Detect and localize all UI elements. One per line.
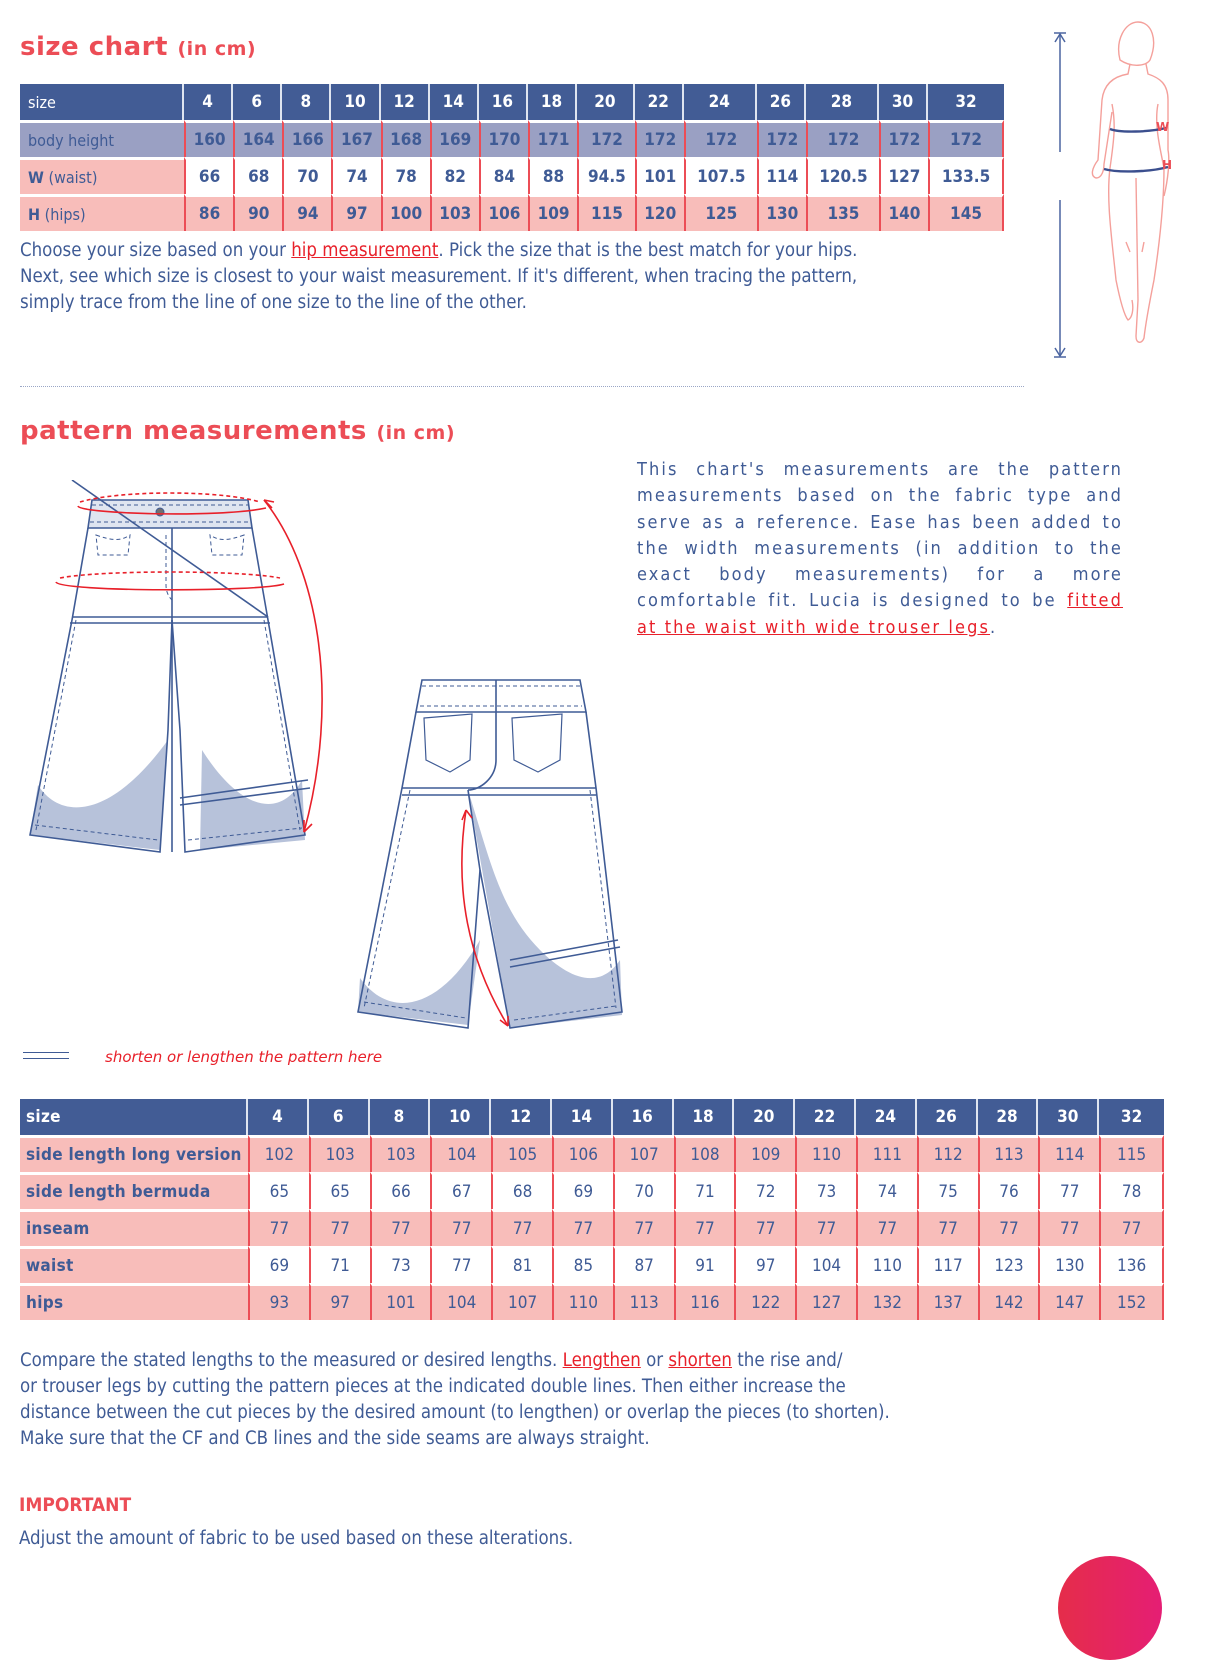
note-text: Choose your size based on your xyxy=(20,240,292,261)
alterations-line3: distance between the cut pieces by the desired amount (to lengthen) or overlap the pieces (to shorten). xyxy=(20,1402,890,1423)
value-cell: 132 xyxy=(856,1283,917,1320)
value-cell: 145 xyxy=(928,194,1004,231)
value-cell: 172 xyxy=(928,120,1004,157)
size-header-cell: 24 xyxy=(684,84,757,120)
front-trousers-outline xyxy=(30,480,310,852)
value-cell: 66 xyxy=(184,157,233,194)
value-cell: 77 xyxy=(917,1209,978,1246)
value-cell: 68 xyxy=(233,157,282,194)
alterations-text: or xyxy=(640,1350,669,1371)
size-header-cell: 18 xyxy=(674,1099,735,1135)
value-cell: 130 xyxy=(1038,1246,1099,1283)
value-cell: 169 xyxy=(430,120,479,157)
size-header-cell: 20 xyxy=(577,84,635,120)
value-cell: 82 xyxy=(430,157,479,194)
value-cell: 97 xyxy=(734,1246,795,1283)
alterations-note xyxy=(20,1348,1020,1452)
back-trousers-outline xyxy=(358,680,622,1028)
size-chart-note xyxy=(20,238,1020,316)
value-cell: 68 xyxy=(491,1172,552,1209)
value-cell: 115 xyxy=(1099,1135,1164,1172)
value-cell: 100 xyxy=(381,194,430,231)
value-cell: 147 xyxy=(1038,1283,1099,1320)
value-cell: 81 xyxy=(491,1246,552,1283)
size-header-row xyxy=(20,84,1004,120)
size-chart-note-line3: simply trace from the line of one size to the line of the other. xyxy=(20,292,527,313)
pattern-row xyxy=(20,1283,1164,1320)
pattern-title-text: pattern measurements xyxy=(20,416,367,446)
value-cell: 77 xyxy=(491,1209,552,1246)
value-cell: 77 xyxy=(430,1246,491,1283)
value-cell: 77 xyxy=(613,1209,674,1246)
important-heading: IMPORTANT xyxy=(19,1494,132,1516)
section-divider xyxy=(20,386,1024,387)
value-cell: 109 xyxy=(528,194,577,231)
value-cell: 77 xyxy=(674,1209,735,1246)
value-cell: 135 xyxy=(806,194,879,231)
value-cell: 160 xyxy=(184,120,233,157)
value-cell: 127 xyxy=(795,1283,856,1320)
value-cell: 77 xyxy=(795,1209,856,1246)
value-cell: 94 xyxy=(282,194,331,231)
description-end: . xyxy=(990,616,998,638)
value-cell: 101 xyxy=(635,157,684,194)
size-header-cell: 30 xyxy=(879,84,928,120)
value-cell: 77 xyxy=(370,1209,431,1246)
value-cell: 172 xyxy=(757,120,806,157)
size-header-cell: 8 xyxy=(282,84,331,120)
value-cell: 77 xyxy=(1038,1209,1099,1246)
pattern-description xyxy=(637,457,1123,641)
hip-measurement-link[interactable]: hip measurement xyxy=(291,240,439,261)
pattern-title xyxy=(20,416,455,446)
value-cell: 76 xyxy=(978,1172,1039,1209)
description-text: This chart's measurements are the pattern measurements based on the fabric type and serve as a reference. Ease has been added to the width measurements (in addition to the exact body measurements) for a more comfortable fit. Lucia is designed to be xyxy=(637,459,1123,612)
size-header-cell: 22 xyxy=(635,84,684,120)
value-cell: 130 xyxy=(757,194,806,231)
value-cell: 112 xyxy=(917,1135,978,1172)
size-header-cell: 4 xyxy=(184,84,233,120)
size-header-cell: 4 xyxy=(248,1099,309,1135)
value-cell: 113 xyxy=(978,1135,1039,1172)
value-cell: 111 xyxy=(856,1135,917,1172)
value-cell: 114 xyxy=(757,157,806,194)
woman-outline-icon xyxy=(1092,22,1168,342)
size-chart-title xyxy=(20,32,256,62)
size-chart-note-line2: Next, see which size is closest to your waist measurement. If it's different, when tracing the pattern, xyxy=(20,266,858,287)
note-text: . Pick the size that is the best match for your hips. xyxy=(438,240,858,261)
value-cell: 109 xyxy=(734,1135,795,1172)
alterations-line4: Make sure that the CF and CB lines and the side seams are always straight. xyxy=(20,1428,650,1449)
value-cell: 73 xyxy=(370,1246,431,1283)
value-cell: 107 xyxy=(491,1283,552,1320)
value-cell: 77 xyxy=(978,1209,1039,1246)
value-cell: 69 xyxy=(552,1172,613,1209)
size-chart-table xyxy=(20,84,1004,231)
value-cell: 94.5 xyxy=(577,157,635,194)
row-label xyxy=(20,194,184,231)
back-trousers-illustration xyxy=(350,660,640,1030)
size-header-cell: 8 xyxy=(370,1099,431,1135)
size-header-cell: 14 xyxy=(552,1099,613,1135)
size-header-cell: 22 xyxy=(795,1099,856,1135)
value-cell: 72 xyxy=(734,1172,795,1209)
value-cell: 90 xyxy=(233,194,282,231)
value-cell: 91 xyxy=(674,1246,735,1283)
value-cell: 171 xyxy=(528,120,577,157)
value-cell: 166 xyxy=(282,120,331,157)
row-label-prefix: W xyxy=(28,167,44,187)
shorten-link[interactable]: shorten xyxy=(668,1350,732,1371)
value-cell: 172 xyxy=(879,120,928,157)
value-cell: 103 xyxy=(309,1135,370,1172)
row-label-text: (waist) xyxy=(48,167,98,187)
value-cell: 71 xyxy=(309,1246,370,1283)
pattern-row xyxy=(20,1246,1164,1283)
row-label xyxy=(20,157,184,194)
row-label xyxy=(20,120,184,157)
value-cell: 97 xyxy=(309,1283,370,1320)
value-cell: 137 xyxy=(917,1283,978,1320)
pattern-row xyxy=(20,1135,1164,1172)
value-cell: 168 xyxy=(381,120,430,157)
row-label: side length bermuda xyxy=(20,1172,248,1209)
size-header-label: size xyxy=(20,1099,248,1135)
important-text: Adjust the amount of fabric to be used based on these alterations. xyxy=(19,1528,574,1549)
value-cell: 110 xyxy=(856,1246,917,1283)
size-header-cell: 30 xyxy=(1038,1099,1099,1135)
size-header-cell: 10 xyxy=(331,84,380,120)
size-chart-unit: (in cm) xyxy=(177,38,257,60)
value-cell: 77 xyxy=(1038,1172,1099,1209)
value-cell: 104 xyxy=(795,1246,856,1283)
value-cell: 103 xyxy=(370,1135,431,1172)
value-cell: 77 xyxy=(248,1209,309,1246)
value-cell: 120 xyxy=(635,194,684,231)
value-cell: 65 xyxy=(248,1172,309,1209)
value-cell: 74 xyxy=(856,1172,917,1209)
value-cell: 140 xyxy=(879,194,928,231)
row-label-text: (hips) xyxy=(44,204,86,224)
value-cell: 93 xyxy=(248,1283,309,1320)
value-cell: 110 xyxy=(795,1135,856,1172)
value-cell: 116 xyxy=(674,1283,735,1320)
value-cell: 105 xyxy=(491,1135,552,1172)
value-cell: 172 xyxy=(577,120,635,157)
size-header-cell: 32 xyxy=(1099,1099,1164,1135)
value-cell: 133.5 xyxy=(928,157,1004,194)
pattern-row xyxy=(20,1172,1164,1209)
alterations-line1 xyxy=(20,1348,1020,1374)
double-line-legend-icon xyxy=(23,1052,69,1059)
value-cell: 170 xyxy=(479,120,528,157)
row-label: hips xyxy=(20,1283,248,1320)
value-cell: 172 xyxy=(806,120,879,157)
row-label: waist xyxy=(20,1246,248,1283)
front-stitching xyxy=(35,505,302,840)
size-header-cell: 32 xyxy=(928,84,1004,120)
value-cell: 113 xyxy=(613,1283,674,1320)
value-cell: 97 xyxy=(331,194,380,231)
value-cell: 73 xyxy=(795,1172,856,1209)
size-header-cell: 10 xyxy=(430,1099,491,1135)
value-cell: 77 xyxy=(734,1209,795,1246)
value-cell: 88 xyxy=(528,157,577,194)
pattern-measurements-table xyxy=(20,1099,1164,1320)
value-cell: 71 xyxy=(674,1172,735,1209)
size-chart-row xyxy=(20,194,1004,231)
value-cell: 70 xyxy=(282,157,331,194)
size-chart-row xyxy=(20,120,1004,157)
size-chart-row xyxy=(20,157,1004,194)
value-cell: 101 xyxy=(370,1283,431,1320)
size-header-cell: 6 xyxy=(309,1099,370,1135)
size-header-cell: 16 xyxy=(479,84,528,120)
size-header-label: size xyxy=(20,84,184,120)
value-cell: 110 xyxy=(552,1283,613,1320)
front-trousers-illustration xyxy=(20,480,340,860)
size-header-cell: 28 xyxy=(806,84,879,120)
value-cell: 74 xyxy=(331,157,380,194)
pattern-header-row xyxy=(20,1099,1164,1135)
size-header-cell: 16 xyxy=(613,1099,674,1135)
value-cell: 85 xyxy=(552,1246,613,1283)
size-header-cell: 18 xyxy=(528,84,577,120)
value-cell: 87 xyxy=(613,1246,674,1283)
pattern-row xyxy=(20,1209,1164,1246)
value-cell: 106 xyxy=(552,1135,613,1172)
size-header-cell: 14 xyxy=(430,84,479,120)
value-cell: 66 xyxy=(370,1172,431,1209)
size-chart-note-line1 xyxy=(20,238,1020,264)
size-header-cell: 6 xyxy=(233,84,282,120)
value-cell: 69 xyxy=(248,1246,309,1283)
value-cell: 127 xyxy=(879,157,928,194)
floating-action-button[interactable] xyxy=(1058,1556,1162,1660)
value-cell: 115 xyxy=(577,194,635,231)
alterations-text: the rise and/ xyxy=(731,1350,843,1371)
value-cell: 103 xyxy=(430,194,479,231)
value-cell: 84 xyxy=(479,157,528,194)
height-arrow-icon xyxy=(1054,33,1066,357)
size-header-cell: 26 xyxy=(917,1099,978,1135)
value-cell: 67 xyxy=(430,1172,491,1209)
value-cell: 107 xyxy=(613,1135,674,1172)
value-cell: 123 xyxy=(978,1246,1039,1283)
value-cell: 77 xyxy=(552,1209,613,1246)
value-cell: 172 xyxy=(684,120,757,157)
value-cell: 104 xyxy=(430,1283,491,1320)
alterations-line2: or trouser legs by cutting the pattern pieces at the indicated double lines. Then either increase the xyxy=(20,1376,846,1397)
lengthen-link[interactable]: Lengthen xyxy=(562,1350,641,1371)
value-cell: 136 xyxy=(1099,1246,1164,1283)
value-cell: 172 xyxy=(635,120,684,157)
value-cell: 77 xyxy=(430,1209,491,1246)
size-header-cell: 12 xyxy=(491,1099,552,1135)
value-cell: 70 xyxy=(613,1172,674,1209)
value-cell: 125 xyxy=(684,194,757,231)
value-cell: 107.5 xyxy=(684,157,757,194)
size-header-cell: 12 xyxy=(381,84,430,120)
value-cell: 75 xyxy=(917,1172,978,1209)
value-cell: 122 xyxy=(734,1283,795,1320)
pattern-unit: (in cm) xyxy=(376,422,456,444)
shorten-lengthen-label: shorten or lengthen the pattern here xyxy=(105,1048,383,1066)
back-stitching xyxy=(364,686,616,1020)
value-cell: 77 xyxy=(856,1209,917,1246)
value-cell: 142 xyxy=(978,1283,1039,1320)
value-cell: 78 xyxy=(381,157,430,194)
value-cell: 102 xyxy=(248,1135,309,1172)
front-shading xyxy=(30,740,305,850)
row-label: side length long version xyxy=(20,1135,248,1172)
body-measurement-figure xyxy=(1020,0,1216,370)
value-cell: 108 xyxy=(674,1135,735,1172)
value-cell: 152 xyxy=(1099,1283,1164,1320)
value-cell: 65 xyxy=(309,1172,370,1209)
alterations-text: Compare the stated lengths to the measured or desired lengths. xyxy=(20,1350,563,1371)
button-icon xyxy=(156,508,164,516)
value-cell: 117 xyxy=(917,1246,978,1283)
value-cell: 86 xyxy=(184,194,233,231)
value-cell: 78 xyxy=(1099,1172,1164,1209)
value-cell: 164 xyxy=(233,120,282,157)
value-cell: 167 xyxy=(331,120,380,157)
fitted-waist-link[interactable]: fitted at the waist with wide trouser legs xyxy=(637,590,1123,638)
size-chart-title-text: size chart xyxy=(20,32,168,62)
value-cell: 114 xyxy=(1038,1135,1099,1172)
hips-letter: H xyxy=(1162,158,1173,172)
size-header-cell: 20 xyxy=(734,1099,795,1135)
value-cell: 106 xyxy=(479,194,528,231)
size-header-cell: 28 xyxy=(978,1099,1039,1135)
row-label-prefix: H xyxy=(28,204,41,224)
back-pockets-icon xyxy=(424,714,562,772)
row-label: inseam xyxy=(20,1209,248,1246)
waist-letter: W xyxy=(1156,120,1170,134)
size-header-cell: 26 xyxy=(757,84,806,120)
measurement-arrows-icon xyxy=(56,493,322,832)
value-cell: 104 xyxy=(430,1135,491,1172)
value-cell: 77 xyxy=(309,1209,370,1246)
value-cell: 120.5 xyxy=(806,157,879,194)
size-header-cell: 24 xyxy=(856,1099,917,1135)
value-cell: 77 xyxy=(1099,1209,1164,1246)
row-label-text: body height xyxy=(28,130,115,150)
